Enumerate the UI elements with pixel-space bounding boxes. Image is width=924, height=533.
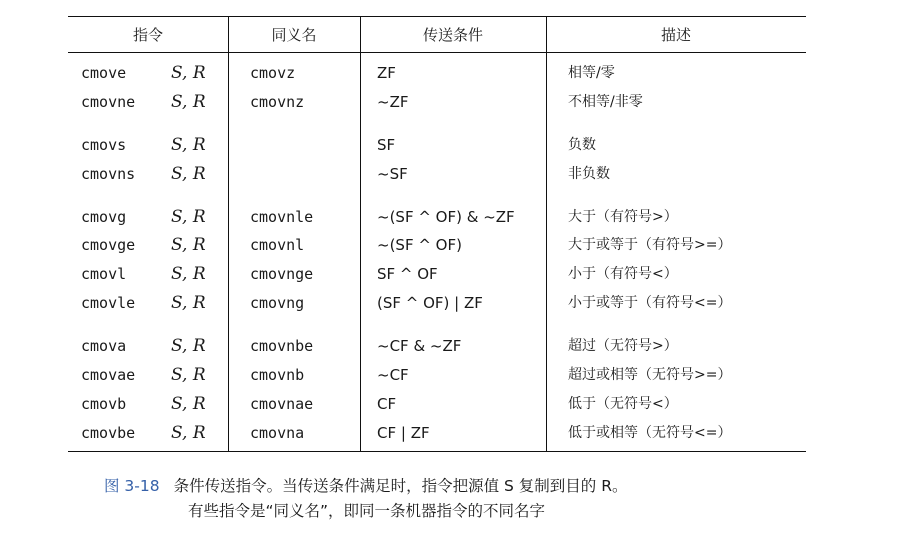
operands: S, R [171,293,206,313]
transfer-condition: ~CF & ~ZF [377,337,462,355]
instruction-name: cmovg [81,208,127,226]
operands: S, R [171,235,206,255]
header-rule [68,52,806,53]
operands: S, R [171,264,206,284]
transfer-condition: CF | ZF [377,424,430,442]
synonym-name: cmovz [250,64,296,82]
description: 相等/零 [568,65,615,81]
instruction-name: cmovs [81,136,127,154]
description: 低于或相等（无符号<=） [568,425,732,441]
transfer-condition: ZF [377,64,396,82]
operands: S, R [171,63,206,83]
column-divider [360,17,361,451]
description: 低于（无符号<） [568,396,678,412]
transfer-condition: CF [377,395,397,413]
synonym-name: cmovng [250,294,305,312]
synonym-name: cmovnl [250,236,305,254]
operands: S, R [171,92,206,112]
transfer-condition: (SF ^ OF) | ZF [377,294,483,312]
instruction-name: cmovle [81,294,136,312]
description: 非负数 [568,166,610,182]
header-condition: 传送条件 [422,26,483,44]
transfer-condition: ~SF [377,165,408,183]
instruction-name: cmove [81,64,127,82]
instruction-name: cmovae [81,366,136,384]
operands: S, R [171,207,206,227]
synonym-name: cmovnae [250,395,314,413]
description: 负数 [568,137,596,153]
operands: S, R [171,394,206,414]
operands: S, R [171,135,206,155]
operands: S, R [171,423,206,443]
figure-caption [104,474,628,524]
synonym-name: cmovnbe [250,337,314,355]
description: 大于或等于（有符号>=） [568,237,732,253]
operands: S, R [171,164,206,184]
description: 小于（有符号<） [568,266,678,282]
instruction-name: cmovne [81,93,136,111]
instruction-name: cmovl [81,265,127,283]
column-divider [228,17,229,451]
instruction-name: cmova [81,337,127,355]
operands: S, R [171,365,206,385]
transfer-condition: ~(SF ^ OF) & ~ZF [377,208,515,226]
caption-line-2: 有些指令是“同义名”，即同一条机器指令的不同名字 [188,502,546,520]
header-instruction: 指令 [132,26,163,44]
synonym-name: cmovnle [250,208,314,226]
synonym-name: cmovnge [250,265,314,283]
figure-label: 图 3-18 [104,477,160,495]
instruction-name: cmovns [81,165,136,183]
instruction-name: cmovb [81,395,127,413]
transfer-condition: ~CF [377,366,409,384]
description: 超过（无符号>） [568,338,678,354]
description: 不相等/非零 [568,94,643,110]
description: 超过或相等（无符号>=） [568,367,732,383]
header-description: 描述 [660,26,691,44]
transfer-condition: SF ^ OF [377,265,438,283]
transfer-condition: SF [377,136,396,154]
column-divider [546,17,547,451]
instruction-name: cmovge [81,236,136,254]
transfer-condition: ~ZF [377,93,409,111]
operands: S, R [171,336,206,356]
synonym-name: cmovnb [250,366,305,384]
instruction-name: cmovbe [81,424,136,442]
synonym-name: cmovna [250,424,305,442]
description: 大于（有符号>） [568,209,678,225]
header-synonym: 同义名 [271,26,317,44]
synonym-name: cmovnz [250,93,305,111]
transfer-condition: ~(SF ^ OF) [377,236,462,254]
instruction-table [68,16,806,452]
description: 小于或等于（有符号<=） [568,295,732,311]
caption-line-1: 条件传送指令。当传送条件满足时，指令把源值 S 复制到目的 R。 [173,477,628,495]
